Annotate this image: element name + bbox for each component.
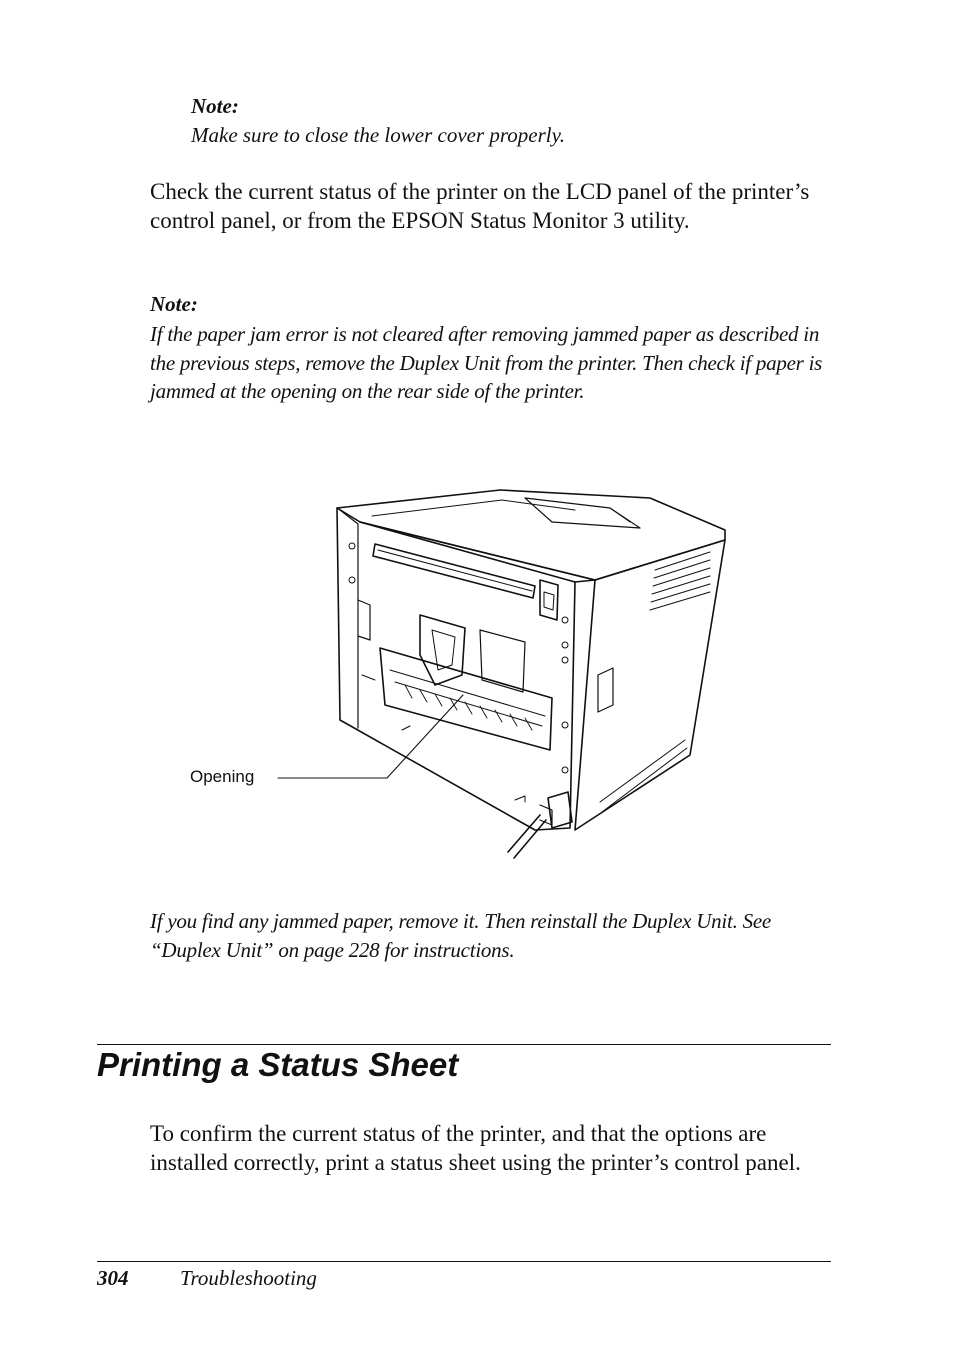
- footer-section-name: Troubleshooting: [180, 1266, 317, 1290]
- note-label: Note:: [150, 292, 198, 316]
- footer-rule: [97, 1261, 831, 1262]
- note-label: Note:: [191, 94, 239, 118]
- section-body: To confirm the current status of the printer, and that the options are installed correctly, print a status sheet using the printer’s control panel.: [150, 1121, 801, 1175]
- note-text: If the paper jam error is not cleared after removing jammed paper as described in the previous steps, remove the Duplex Unit from the printer. Then check if paper is jammed at the opening on the rear side of the printer.: [150, 322, 823, 403]
- paragraph: Check the current status of the printer on the LCD panel of the printer’s control panel, or from the EPSON Status Monitor 3 utility.: [150, 179, 810, 233]
- paragraph: If you find any jammed paper, remove it. Then reinstall the Duplex Unit. See “Duplex Unit” on page 228 for instructions.: [150, 909, 771, 962]
- note-text: Make sure to close the lower cover properly.: [191, 123, 566, 147]
- page-number: 304: [97, 1266, 129, 1290]
- heading-rule: [97, 1044, 831, 1045]
- figure-callout-opening: Opening: [190, 767, 255, 786]
- printer-rear-illustration: [180, 480, 740, 865]
- section-heading: Printing a Status Sheet: [97, 1046, 459, 1083]
